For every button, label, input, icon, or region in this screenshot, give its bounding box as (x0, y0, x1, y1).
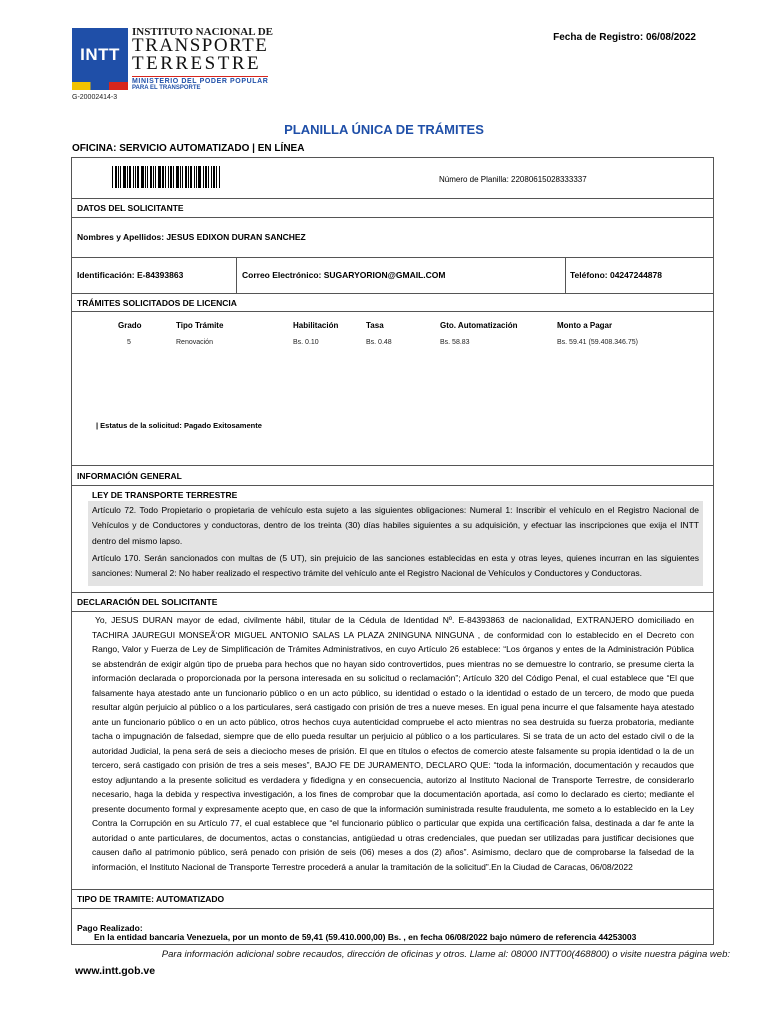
barcode-bar (180, 166, 181, 188)
col-gto-automatizacion: Gto. Automatización (440, 321, 518, 330)
section-header-tipo-tramite (72, 889, 713, 909)
cell-grado: 5 (127, 339, 131, 346)
tramites-table (72, 312, 713, 466)
barcode-bar (219, 166, 220, 188)
barcode-bar (150, 166, 152, 188)
barcode-bar (129, 166, 131, 188)
barcode-bar (213, 166, 215, 188)
numero-planilla: Número de Planilla: 22080615028333337 (439, 175, 587, 184)
barcode-bar (115, 166, 117, 188)
logo-line-4: MINISTERIO DEL PODER POPULAR (132, 78, 269, 85)
pago-label: Pago Realizado: (77, 923, 143, 933)
logo-line-1: INSTITUTO NACIONAL DE (132, 26, 274, 38)
barcode-bar (216, 166, 217, 188)
barcode-bar (190, 166, 192, 188)
footer-info: Para información adicional sobre recaudos, dirección de oficinas y otros. Llame al: 08000 INTT00(468800) o visite nuestra página web: (161, 949, 730, 960)
barcode-bar (158, 166, 161, 188)
barcode-bar (198, 166, 201, 188)
section-title: DECLARACIÓN DEL SOLICITANTE (77, 597, 218, 607)
col-habilitacion: Habilitación (293, 321, 339, 330)
document-title: PLANILLA ÚNICA DE TRÁMITES (284, 122, 484, 137)
barcode-bar (153, 166, 154, 188)
cell-gto-automatizacion: Bs. 58.83 (440, 339, 470, 346)
nombre-value: Nombres y Apellidos: JESUS EDIXON DURAN SANCHEZ (77, 232, 306, 242)
barcode-bar (211, 166, 212, 188)
section-header-info-general (72, 466, 713, 486)
barcode-bar (208, 166, 209, 188)
identificacion-value: Identificación: E-84393863 (77, 270, 184, 280)
barcode-bar (137, 166, 139, 188)
cell-tipo-tramite: Renovación (176, 339, 213, 346)
barcode-bar (165, 166, 166, 188)
pago-detalle: En la entidad bancaria Venezuela, por un monto de 59,41 (59.410.000,00) Bs. , en fecha 06/08/2022 bajo número de referencia 44253003 (94, 932, 637, 942)
cell-habilitacion: Bs. 0.10 (293, 339, 319, 346)
section-header-solicitante (72, 199, 713, 218)
barcode-bar (188, 166, 189, 188)
logo-line-2: TRANSPORTE (132, 35, 269, 56)
section-title: INFORMACIÓN GENERAL (77, 470, 182, 481)
barcode-bar (145, 166, 146, 188)
flag-stripe (72, 82, 128, 90)
barcode-bar (120, 166, 121, 188)
barcode-bar (123, 166, 126, 188)
telefono-value: Teléfono: 04247244878 (570, 270, 662, 280)
articulo-72: Artículo 72. Todo Propietario o propietaria de vehículo esta sujeto a las siguientes obligaciones: Numeral 1: Inscribir el vehículo en el Registro Nacional de Vehículos y de Conductores y conductoras, dentro de los treinta (30) días habiles siguientes a su adquisición, y efectuar las inscripciones que exija el INTT dentro del mismo lapso. (92, 505, 699, 546)
section-title: TIPO DE TRAMITE: AUTOMATIZADO (77, 894, 225, 904)
col-monto: Monto a Pagar (557, 321, 613, 330)
declaracion-text: Yo, JESUS DURAN mayor de edad, civilmente hábil, titular de la Cédula de Identidad Nº. E-84393863 de nacionalidad, EXTRANJERO domiciliado en TACHIRA JAUREGUI MONSEÃ‘OR MIGUEL ANTONIO SALAS LA PLAZA 2NINGUNA NINGUNA , de conformidad con lo establecido en el Decreto con Rango, Valor y Fuerza de Ley de Simplificación de Trámites Administrativos, en cuyo Artículo 26 establece: “Los órganos y entes de la Administración Pública se abstendrán de exigir algún tipo de prueba para hechos que no hayan sido controvertidos, pues mientras no se demuestre lo contrario, se presume cierta la información declarada o proporcionada por la persona interesada en su solicitud o reclamación”; Artículo 320 del Código Penal, el cual establece que “El que falsamente haya atestado ante un funcionario público o en un acto público, su identidad o estado o la identidad o estado de un tercero, de modo que pueda resultar algún perjuicio al público o a los particulares, será castigado con prisión de tres a nueve meses. En igual pena incurre el que falsamente haya atestado ante un funcionario público o en un acto público, otros hechos cuya autenticidad compruebe el acto mientras no sea destruida su fuerza probatoria, mediante tacha o impugnación de falsedad, siempre que de ello pueda resultar un perjuicio al público o a los particulares. Si se trata de un acto del estado civil o de la autoridad Judicial, la pena será de seis a dieciocho meses de prisión. El que en títulos o efectos de comercio ateste falsamente su propia identidad o la de un tercero, será castigado con prisión de tres a seis meses”, BAJO FE DE JURAMENTO, DECLARO QUE: “toda la información, documentación y recaudos que estoy adjuntando a la presente solicitud es verdadera y fidedigna y en consecuencia, autorizo al Instituto Nacional de Transporte Terrestre, de considerarlo necesario, haga la debida y respectiva investigación, a los fines de comprobar que la documentación aportada, así como lo declarado es cierto; mediante el presente documento formal y expresamente acepto que, en caso de que la información suministrada resulte fraudulenta, me someto a lo establecido en la Ley Contra la Corrupción en su Artículo 77, el cual establece que “el funcionario público o particular que expida una certificación falsa, destinada a dar fe ante la autoridad o ante particulares, de documentos, actas o constancias, antigüedad u otras credenciales, que puedan ser utilizadas para justificar decisiones que causen daño al patrimonio público, será penado con prisión de seis (06) meses a dos (2) años”. Asimismo, declaro que de comprobarse la falsedad de la información, el Instituto Nacional de Transporte Terrestre procederá a anular la tramitación de la solicitud”.En la Ciudad de Caracas, 06/08/2022 (92, 615, 694, 872)
estatus-solicitud: | Estatus de la solicitud: Pagado Exitosamente (96, 421, 262, 430)
barcode-bar (196, 166, 197, 188)
barcode-bar (176, 166, 179, 188)
cell-divider (236, 258, 237, 293)
cell-tasa: Bs. 0.48 (366, 339, 392, 346)
barcode-bar (194, 166, 195, 188)
cell-divider (565, 258, 566, 293)
oficina-label: OFICINA: SERVICIO AUTOMATIZADO | EN LÍNEA (72, 143, 305, 154)
barcode-bar (141, 166, 144, 188)
intt-logo-mark: INTT (72, 28, 128, 82)
section-title: DATOS DEL SOLICITANTE (77, 203, 184, 213)
barcode-bar (133, 166, 134, 188)
articulo-170: Artículo 170. Serán sancionados con multas de (5 UT), sin prejuicio de las sanciones establecidas en esta y otras leyes, quienes incurran en las siguientes sanciones: Numeral 2: No haber realizado el respectivo trámite del vehículo ante el Registro Nacional de Vehículos y Conductores y Conductoras. (92, 552, 699, 579)
barcode-bar (127, 166, 128, 188)
rif-code: G-20002414-3 (72, 94, 118, 101)
section-title: TRÁMITES SOLICITADOS DE LICENCIA (77, 297, 237, 308)
contact-row (72, 258, 713, 294)
ley-articles (88, 501, 703, 586)
logo-line-3: TERRESTRE (132, 53, 262, 74)
col-tasa: Tasa (366, 321, 384, 330)
barcode-bar (168, 166, 169, 188)
barcode-bar (182, 166, 183, 188)
barcode-bar (135, 166, 136, 188)
barcode-row (72, 158, 713, 199)
nombre-row (72, 218, 713, 258)
barcode (112, 166, 224, 188)
logo-line-5: PARA EL TRANSPORTE (132, 85, 201, 91)
col-grado: Grado (118, 321, 142, 330)
barcode-bar (203, 166, 204, 188)
planilla-form (71, 157, 714, 945)
barcode-bar (170, 166, 172, 188)
fecha-registro: Fecha de Registro: 06/08/2022 (553, 32, 696, 43)
barcode-bar (112, 166, 113, 188)
correo-value: Correo Electrónico: SUGARYORION@GMAIL.COM (242, 270, 446, 280)
barcode-bar (155, 166, 156, 188)
ley-title: LEY DE TRANSPORTE TERRESTRE (92, 490, 238, 500)
barcode-bar (173, 166, 174, 188)
barcode-bar (185, 166, 187, 188)
section-header-declaracion (72, 592, 713, 612)
barcode-bar (162, 166, 164, 188)
website-link[interactable]: www.intt.gob.ve (75, 965, 156, 977)
cell-monto: Bs. 59.41 (59.408.346.75) (557, 339, 638, 346)
col-tipo-tramite: Tipo Trámite (176, 321, 224, 330)
barcode-bar (205, 166, 207, 188)
intt-logo (72, 26, 274, 92)
barcode-bar (147, 166, 148, 188)
barcode-bar (118, 166, 119, 188)
section-header-tramites (72, 294, 713, 312)
